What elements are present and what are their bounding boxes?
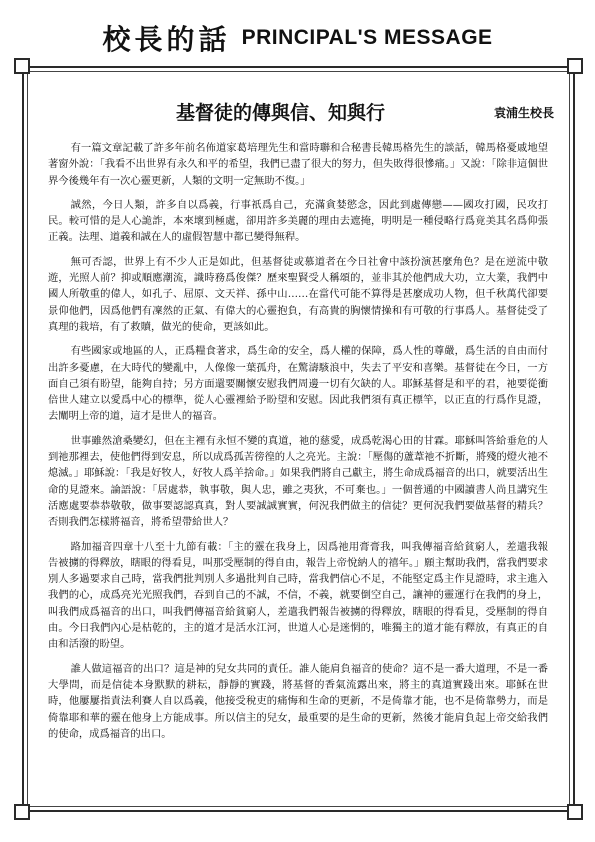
border-corner-ornament: [567, 58, 583, 74]
body-paragraph: 無可否認，世界上有不少人正是如此，但基督徒或慕道者在今日社會中該扮演甚麼角色？是在逆流中敬遊，光照人前？抑或順應潮流，識時務爲俊傑？歷來聖賢受人稱頌的，並非其於他們成大功，立大業，我們中國人所敬重的偉人，如孔子、屈原、文天祥、孫中山……在當代可能不算得是甚麼成功人物，但千秋萬代卻要景仰他們，因爲他們有凜然的正氣、有偉大的心靈抱負，有高貴的胸懷情操和有可敬的行事爲人。基督徒受了真理的栽培，有了救贖，做光的使命，更該如此。: [48, 255, 548, 333]
article-body: [48, 140, 548, 750]
body-paragraph: 世事雖然滄桑變幻，但在主裡有永恒不變的真道，祂的慈愛，成爲乾渴心田的甘霖。耶穌叫答給垂危的人到祂那裡去，使他們得到安息，所以成爲孤苦徬徨的人之亮光。主說：「壓傷的蘆葦祂不折斷，將殘的燈火祂不熄滅。」耶穌說：「我是好牧人，好牧人爲羊捨命。」如果我們將自己獻主，將生命成爲福音的出口，就要活出生命的見證來。論語說：「居處恭，執事敬，與人忠，雖之夷狄，不可棄也。」一個普通的中國讀書人尚且講究生活應處要恭恭敬敬，做事要認認真真，對人要誠誠實實，何況我們做主的信徒？更何況我們要做基督的精兵？否則我們怎樣將福音，將希望帶給世人？: [48, 434, 548, 529]
masthead-title-chinese: 校長的話: [102, 23, 231, 56]
body-paragraph: 誰人做這福音的出口？這是神的兒女共同的責任。誰人能肩負福音的使命？這不是一番大道理，不是一番大學問，而是信徒本身默默的耕耘，靜靜的實踐，將基督的香氣流露出來，將主的真道實踐出來。耶穌在世時，他屢屢指責法利賽人自以爲義，他接受稅吏的痛悔和生命的更新，不是倚靠才能，也不是倚靠勢力，而是倚靠耶和華的靈在他身上方能成事。所以信主的兒女，最重要的是生命的更新，然後才能肩負起上帝交給我們的使命，成爲福音的出口。: [48, 662, 548, 740]
body-paragraph: 路加福音四章十八至十九節有載：「主的靈在我身上，因爲祂用膏膏我，叫我傳福音給貧窮人，差遣我報告被擄的得釋放，瞎眼的得看見，叫那受壓制的得自由，報告上帝悅納人的禧年。」願主幫助我們，當我們要求別人多過要求自己時，當我們批判別人多過批判自己時，當我們信心不足，不能堅定爲主作見證時，求主進入我們的心，成爲亮光光照我們，吞到自己的不誠，不信，不義，就要倒空自己，讓神的靈運行在我們的身上，叫我們成爲福音的出口，叫我們傳福音給貧窮人，差遣我們報告被擄的得釋放，瞎眼的得看見，受壓制的得自由。今日我們內心是枯乾的，主的道才是活水江河，世道人心是迷惘的，唯獨主的道才能有釋放，有真正的自由和活潑的盼望。: [48, 540, 548, 651]
article-author: 袁浦生校長: [493, 106, 554, 120]
masthead: [0, 18, 595, 58]
body-paragraph: 有一篇文章記載了許多年前名佈道家葛培理先生和當時聯和合秘書長韓馬格先生的談話，韓馬格憂戚地望著窗外說：「我看不出世界有永久和平的希望，我們已盡了很大的努力，但失敗得很慘痛。」又說：「除非這個世界今後幾年有一次心靈更新，人類的文明一定無助不復。」: [48, 142, 548, 187]
border-corner-ornament: [14, 58, 30, 74]
masthead-title-english: PRINCIPAL'S MESSAGE: [241, 26, 493, 49]
article-header: [44, 98, 554, 128]
border-corner-ornament: [567, 804, 583, 820]
body-paragraph: 有些國家或地區的人，正爲糧食著求，爲生命的安全，爲人權的保障，爲人性的尊嚴，爲生活的自由而付出許多憂慮，在大時代的變亂中，人像像一葉孤舟，在驚濤駭浪中，失去了平安和喜樂。基督徒在今日，一方面自己須有盼望，能夠自持；另方面還要關懷安慰我們周邊一切有欠缺的人。耶穌基督是和平的君，祂要從衝倍世人建立以愛爲中心的標準，從人心靈裡給予盼望和安慰。因此我們須有真正標竿，以正直的行爲作見證，去闡明上帝的道，這才是世人的福音。: [48, 345, 548, 423]
article-title: 基督徒的傳與信、知與行: [176, 102, 386, 124]
body-paragraph: 誠然，今日人類，許多自以爲義，行事祇爲自己，充滿貪婪慾念，因此到處傳戀——國攻打國，民攻打民。較可惜的是人心詭詐，本來壞到極處，卻用許多美麗的理由去遮掩，明明是一種侵略行爲竟美其名爲仰張正義。法理、道義和誠在人的虛假智慧中都已變得無稈。: [48, 198, 548, 244]
border-corner-ornament: [14, 804, 30, 820]
